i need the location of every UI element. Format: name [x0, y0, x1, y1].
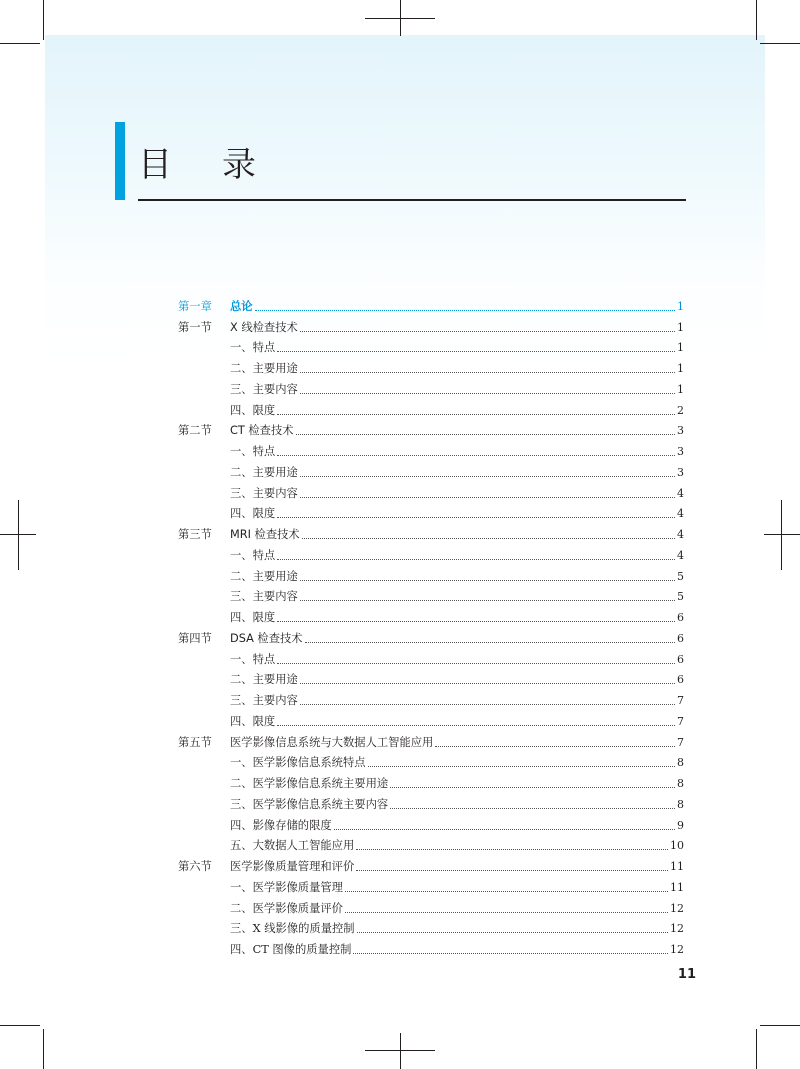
toc-entry-item[interactable] [178, 335, 684, 356]
toc-entry-item[interactable] [178, 397, 684, 418]
toc-leader-dots [277, 350, 675, 352]
registration-mark [781, 500, 782, 570]
toc-entry-page: 3 [677, 445, 684, 458]
toc-leader-dots [277, 413, 675, 415]
toc-entry-page: 3 [677, 465, 684, 479]
toc-entry-title: 二、主要用途 [230, 569, 298, 583]
toc-entry-title: 二、医学影像质量评价 [230, 901, 343, 915]
toc-entry-item[interactable] [178, 687, 684, 708]
toc-leader-dots [390, 786, 675, 788]
toc-entry-title: 一、医学影像信息系统特点 [230, 756, 366, 770]
toc-entry-title: 三、主要内容 [230, 694, 298, 707]
registration-mark [365, 1050, 435, 1051]
toc-entry-page: 11 [670, 880, 684, 894]
toc-entry-title: 五、大数据人工智能应用 [230, 839, 355, 853]
title-underline [138, 199, 686, 201]
toc-entry-page: 1 [677, 320, 684, 334]
toc-entry-page: 7 [677, 694, 684, 707]
toc-entry-title: 总论 [230, 299, 253, 313]
toc-entry-section[interactable] [178, 625, 684, 646]
toc-entry-page: 4 [677, 548, 684, 562]
toc-entry-page: 5 [677, 569, 684, 583]
toc-leader-dots [300, 330, 675, 332]
crop-mark [0, 43, 40, 44]
toc-entry-title: 医学影像信息系统与大数据人工智能应用 [230, 735, 434, 749]
toc-entry-item[interactable] [178, 604, 684, 625]
toc-entry-label: 第四节 [178, 631, 212, 645]
toc-entry-label: 第六节 [178, 860, 212, 873]
toc-entry-title: 三、主要内容 [230, 486, 298, 500]
toc-entry-page: 6 [677, 631, 684, 645]
toc-entry-page: 7 [677, 714, 684, 728]
toc-entry-item[interactable] [178, 708, 684, 729]
toc-entry-label: 第一节 [178, 320, 212, 334]
toc-entry-page: 4 [677, 486, 684, 500]
toc-entry-item[interactable] [178, 750, 684, 771]
toc-entry-page: 12 [670, 901, 684, 915]
toc-entry-item[interactable] [178, 355, 684, 376]
toc-leader-dots [277, 662, 675, 664]
toc-leader-dots [435, 745, 675, 747]
toc-entry-item[interactable] [178, 936, 684, 957]
toc-leader-dots [356, 848, 668, 850]
toc-entry-title: 一、特点 [230, 445, 276, 458]
toc-leader-dots [277, 558, 675, 560]
toc-entry-page: 1 [677, 362, 684, 375]
toc-leader-dots [334, 828, 675, 830]
toc-entry-title: 二、主要用途 [230, 673, 298, 687]
crop-mark [43, 1029, 44, 1069]
toc-entry-item[interactable] [178, 501, 684, 522]
toc-leader-dots [277, 516, 675, 518]
toc-entry-page: 6 [677, 673, 684, 687]
toc-leader-dots [357, 931, 668, 933]
toc-entry-item[interactable] [178, 438, 684, 459]
toc-entry-item[interactable] [178, 480, 684, 501]
toc-leader-dots [255, 309, 675, 311]
registration-mark [400, 1033, 401, 1069]
toc-leader-dots [300, 496, 675, 498]
toc-entry-item[interactable] [178, 791, 684, 812]
toc-entry-title: MRI 检查技术 [230, 528, 300, 541]
toc-entry-page: 1 [677, 299, 684, 313]
toc-entry-title: 二、主要用途 [230, 362, 298, 375]
toc-entry-label: 第一章 [178, 299, 212, 313]
toc-leader-dots [277, 620, 675, 622]
toc-entry-title: 三、X 线影像的质量控制 [230, 922, 355, 936]
toc-entry-section[interactable] [178, 314, 684, 335]
toc-entry-page: 8 [677, 756, 684, 770]
toc-entry-page: 10 [670, 839, 684, 853]
toc-leader-dots [300, 599, 675, 601]
toc-entry-title: 医学影像质量管理和评价 [230, 860, 355, 873]
toc-entry-item[interactable] [178, 459, 684, 480]
toc-entry-title: 四、CT 图像的质量控制 [230, 943, 352, 956]
toc-leader-dots [300, 371, 675, 373]
toc-entry-section[interactable] [178, 521, 684, 542]
toc-entry-title: 四、限度 [230, 714, 276, 728]
toc-leader-dots [300, 475, 675, 477]
toc-entry-page: 2 [677, 403, 684, 417]
toc-entry-item[interactable] [178, 770, 684, 791]
title-accent-bar [115, 122, 125, 200]
toc-leader-dots [345, 911, 668, 913]
toc-entry-item[interactable] [178, 895, 684, 916]
toc-entry-label: 第二节 [178, 424, 212, 438]
toc-leader-dots [356, 869, 668, 871]
toc-entry-item[interactable] [178, 542, 684, 563]
toc-entry-item[interactable] [178, 812, 684, 833]
toc-entry-title: X 线检查技术 [230, 320, 298, 334]
toc-entry-title: 四、限度 [230, 403, 276, 417]
toc-entry-title: 三、主要内容 [230, 382, 298, 396]
toc-leader-dots [353, 952, 668, 954]
toc-entry-page: 1 [677, 341, 684, 355]
toc-entry-page: 4 [677, 507, 684, 521]
toc-entry-title: 四、影像存储的限度 [230, 818, 332, 832]
toc-leader-dots [368, 765, 675, 767]
toc-entry-title: 一、医学影像质量管理 [230, 880, 343, 894]
toc-entry-section[interactable] [178, 729, 684, 750]
toc-leader-dots [300, 703, 675, 705]
toc-entry-title: 四、限度 [230, 611, 276, 624]
toc-entry-item[interactable] [178, 667, 684, 688]
toc-entry-page: 9 [677, 818, 684, 832]
toc-entry-title: CT 检查技术 [230, 424, 294, 438]
registration-mark [365, 18, 435, 19]
toc-entry-title: 三、主要内容 [230, 590, 298, 604]
toc-leader-dots [300, 682, 675, 684]
toc-entry-page: 6 [677, 611, 684, 624]
crop-mark [760, 43, 800, 44]
crop-mark [0, 1025, 40, 1026]
toc-entry-section[interactable] [178, 853, 684, 874]
toc-entry-page: 12 [670, 922, 684, 936]
toc-entry-page: 12 [670, 943, 684, 956]
toc-entry-page: 4 [677, 528, 684, 541]
toc-entry-title: 二、医学影像信息系统主要用途 [230, 777, 389, 790]
toc-entry-page: 7 [677, 735, 684, 749]
toc-leader-dots [277, 724, 675, 726]
toc-entry-item[interactable] [178, 874, 684, 895]
toc-entry-item[interactable] [178, 833, 684, 854]
toc-entry-page: 8 [677, 797, 684, 811]
toc-entry-title: 一、特点 [230, 652, 276, 666]
crop-mark [756, 1029, 757, 1069]
toc-entry-item[interactable] [178, 916, 684, 937]
toc-entry-title: 一、特点 [230, 341, 276, 355]
registration-mark [764, 534, 800, 535]
toc-entry-item[interactable] [178, 563, 684, 584]
toc-entry-section[interactable] [178, 418, 684, 439]
toc-entry-page: 5 [677, 590, 684, 604]
table-of-contents [178, 293, 684, 957]
toc-entry-title: 二、主要用途 [230, 465, 298, 479]
toc-leader-dots [277, 454, 675, 456]
toc-leader-dots [296, 433, 675, 435]
toc-entry-label: 第三节 [178, 528, 212, 541]
toc-entry-page: 3 [677, 424, 684, 438]
page-title: 目录 [138, 145, 306, 185]
toc-entry-label: 第五节 [178, 735, 212, 749]
toc-entry-page: 1 [677, 382, 684, 396]
toc-leader-dots [305, 641, 675, 643]
toc-entry-page: 8 [677, 777, 684, 790]
crop-mark [756, 0, 757, 40]
toc-leader-dots [300, 392, 675, 394]
toc-entry-item[interactable] [178, 646, 684, 667]
toc-entry-title: 三、医学影像信息系统主要内容 [230, 797, 389, 811]
toc-entry-item[interactable] [178, 376, 684, 397]
toc-leader-dots [300, 579, 675, 581]
toc-entry-page: 6 [677, 652, 684, 666]
toc-entry-item[interactable] [178, 584, 684, 605]
toc-leader-dots [345, 890, 668, 892]
crop-mark [43, 0, 44, 40]
toc-leader-dots [302, 537, 675, 539]
toc-entry-title: 一、特点 [230, 548, 276, 562]
crop-mark [760, 1025, 800, 1026]
toc-entry-title: 四、限度 [230, 507, 276, 521]
toc-entry-chapter[interactable] [178, 293, 684, 314]
toc-leader-dots [390, 807, 675, 809]
toc-entry-page: 11 [670, 860, 684, 873]
page-number: 11 [677, 967, 696, 982]
toc-entry-title: DSA 检查技术 [230, 631, 303, 645]
registration-mark [18, 500, 19, 570]
